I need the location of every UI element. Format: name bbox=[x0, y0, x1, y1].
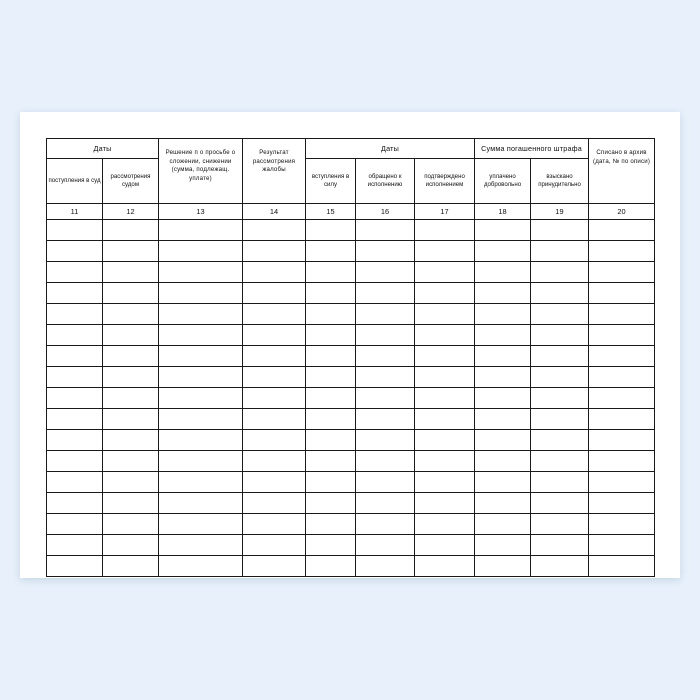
table-row[interactable] bbox=[47, 409, 655, 430]
table-cell[interactable] bbox=[47, 514, 103, 535]
table-cell[interactable] bbox=[47, 388, 103, 409]
column-number-17: 17 bbox=[415, 204, 475, 220]
table-cell[interactable] bbox=[103, 325, 159, 346]
table-cell[interactable] bbox=[415, 304, 475, 325]
table-cell[interactable] bbox=[475, 220, 531, 241]
table-cell[interactable] bbox=[103, 535, 159, 556]
table-row[interactable] bbox=[47, 388, 655, 409]
table-cell[interactable] bbox=[47, 430, 103, 451]
table-cell[interactable] bbox=[159, 325, 243, 346]
table-cell[interactable] bbox=[159, 430, 243, 451]
table-cell[interactable] bbox=[243, 514, 306, 535]
table-cell[interactable] bbox=[159, 556, 243, 577]
table-cell[interactable] bbox=[475, 304, 531, 325]
table-cell[interactable] bbox=[47, 472, 103, 493]
group-header-dates-execution: Даты bbox=[306, 139, 475, 159]
table-cell[interactable] bbox=[159, 262, 243, 283]
table-cell[interactable] bbox=[415, 388, 475, 409]
table-cell[interactable] bbox=[306, 367, 356, 388]
table-cell[interactable] bbox=[103, 262, 159, 283]
table-cell[interactable] bbox=[306, 283, 356, 304]
table-cell[interactable] bbox=[159, 346, 243, 367]
table-cell[interactable] bbox=[531, 388, 589, 409]
table-cell[interactable] bbox=[243, 367, 306, 388]
group-header-paid-sum: Сумма погашенного штрафа bbox=[475, 139, 589, 159]
table-cell[interactable] bbox=[589, 514, 655, 535]
table-cell[interactable] bbox=[356, 514, 415, 535]
table-cell[interactable] bbox=[47, 556, 103, 577]
table-head bbox=[47, 139, 655, 220]
table-row[interactable] bbox=[47, 451, 655, 472]
table-cell[interactable] bbox=[306, 556, 356, 577]
table-cell[interactable] bbox=[589, 262, 655, 283]
table-cell[interactable] bbox=[47, 262, 103, 283]
table-cell[interactable] bbox=[243, 451, 306, 472]
table-cell[interactable] bbox=[306, 262, 356, 283]
table-cell[interactable] bbox=[531, 220, 589, 241]
table-cell[interactable] bbox=[356, 241, 415, 262]
table-cell[interactable] bbox=[306, 220, 356, 241]
table-cell[interactable] bbox=[356, 409, 415, 430]
table-cell[interactable] bbox=[531, 304, 589, 325]
table-cell[interactable] bbox=[415, 514, 475, 535]
table-cell[interactable] bbox=[415, 556, 475, 577]
table-cell[interactable] bbox=[475, 325, 531, 346]
table-cell[interactable] bbox=[475, 514, 531, 535]
table-cell[interactable] bbox=[589, 388, 655, 409]
table-cell[interactable] bbox=[475, 535, 531, 556]
table-row[interactable] bbox=[47, 283, 655, 304]
table-cell[interactable] bbox=[475, 556, 531, 577]
table-cell[interactable] bbox=[415, 346, 475, 367]
column-header-15: вступления в силу bbox=[306, 159, 356, 204]
table-cell[interactable] bbox=[243, 493, 306, 514]
table-cell[interactable] bbox=[531, 409, 589, 430]
table-cell[interactable] bbox=[103, 556, 159, 577]
table-cell[interactable] bbox=[589, 346, 655, 367]
table-row[interactable] bbox=[47, 304, 655, 325]
table-cell[interactable] bbox=[159, 409, 243, 430]
table-cell[interactable] bbox=[356, 493, 415, 514]
table-cell[interactable] bbox=[475, 451, 531, 472]
table-cell[interactable] bbox=[159, 304, 243, 325]
column-header-13-label: Решение п о просьбе о сложении, снижении (сумма, подлежащ. уплате) bbox=[165, 149, 236, 182]
table-cell[interactable] bbox=[159, 535, 243, 556]
table-cell[interactable] bbox=[47, 535, 103, 556]
table-cell[interactable] bbox=[415, 493, 475, 514]
table-cell[interactable] bbox=[159, 367, 243, 388]
column-header-14 bbox=[243, 139, 306, 204]
table-cell[interactable] bbox=[415, 241, 475, 262]
table-cell[interactable] bbox=[356, 535, 415, 556]
group-header-row bbox=[47, 139, 655, 159]
table-row[interactable] bbox=[47, 493, 655, 514]
column-header-20 bbox=[589, 139, 655, 204]
table-cell[interactable] bbox=[589, 241, 655, 262]
column-number-12: 12 bbox=[103, 204, 159, 220]
table-cell[interactable] bbox=[531, 514, 589, 535]
table-cell[interactable] bbox=[159, 220, 243, 241]
table-cell[interactable] bbox=[306, 325, 356, 346]
table-cell[interactable] bbox=[243, 556, 306, 577]
table-row[interactable] bbox=[47, 535, 655, 556]
column-header-14-label: Результат рассмотрения жалобы bbox=[252, 149, 296, 174]
table-cell[interactable] bbox=[306, 472, 356, 493]
table-cell[interactable] bbox=[589, 325, 655, 346]
table-cell[interactable] bbox=[356, 283, 415, 304]
table-cell[interactable] bbox=[356, 325, 415, 346]
table-cell[interactable] bbox=[475, 493, 531, 514]
table-cell[interactable] bbox=[531, 535, 589, 556]
table-cell[interactable] bbox=[531, 430, 589, 451]
column-header-18: уплачено добровольно bbox=[475, 159, 531, 204]
table-row[interactable] bbox=[47, 262, 655, 283]
table-cell[interactable] bbox=[531, 451, 589, 472]
table-cell[interactable] bbox=[103, 514, 159, 535]
table-cell[interactable] bbox=[159, 493, 243, 514]
table-cell[interactable] bbox=[47, 283, 103, 304]
table-cell[interactable] bbox=[589, 430, 655, 451]
table-cell[interactable] bbox=[475, 388, 531, 409]
table-cell[interactable] bbox=[243, 472, 306, 493]
journal-table bbox=[46, 138, 655, 577]
table-cell[interactable] bbox=[243, 220, 306, 241]
table-cell[interactable] bbox=[47, 409, 103, 430]
table-cell[interactable] bbox=[306, 430, 356, 451]
table-cell[interactable] bbox=[243, 304, 306, 325]
column-header-row bbox=[47, 159, 655, 204]
table-cell[interactable] bbox=[103, 388, 159, 409]
table-cell[interactable] bbox=[475, 367, 531, 388]
table-cell[interactable] bbox=[356, 430, 415, 451]
table-cell[interactable] bbox=[47, 367, 103, 388]
table-cell[interactable] bbox=[306, 409, 356, 430]
column-number-20: 20 bbox=[589, 204, 655, 220]
column-number-11: 11 bbox=[47, 204, 103, 220]
table-cell[interactable] bbox=[243, 262, 306, 283]
table-cell[interactable] bbox=[589, 472, 655, 493]
table-row[interactable] bbox=[47, 220, 655, 241]
table-cell[interactable] bbox=[589, 220, 655, 241]
table-row[interactable] bbox=[47, 241, 655, 262]
table-cell[interactable] bbox=[306, 493, 356, 514]
table-cell[interactable] bbox=[475, 241, 531, 262]
table-cell[interactable] bbox=[306, 514, 356, 535]
table-cell[interactable] bbox=[306, 304, 356, 325]
table-cell[interactable] bbox=[356, 388, 415, 409]
column-number-14: 14 bbox=[243, 204, 306, 220]
table-cell[interactable] bbox=[475, 283, 531, 304]
column-number-19: 19 bbox=[531, 204, 589, 220]
table-cell[interactable] bbox=[103, 367, 159, 388]
table-cell[interactable] bbox=[475, 472, 531, 493]
table-cell[interactable] bbox=[356, 262, 415, 283]
table-row[interactable] bbox=[47, 556, 655, 577]
table-row[interactable] bbox=[47, 430, 655, 451]
table-cell[interactable] bbox=[531, 262, 589, 283]
table-cell[interactable] bbox=[47, 241, 103, 262]
table-cell[interactable] bbox=[356, 367, 415, 388]
table-cell[interactable] bbox=[243, 430, 306, 451]
table-row[interactable] bbox=[47, 325, 655, 346]
table-cell[interactable] bbox=[243, 409, 306, 430]
table-cell[interactable] bbox=[103, 409, 159, 430]
table-cell[interactable] bbox=[415, 367, 475, 388]
column-number-15: 15 bbox=[306, 204, 356, 220]
column-header-17: подтверждено исполнением bbox=[415, 159, 475, 204]
table-cell[interactable] bbox=[47, 493, 103, 514]
table-cell[interactable] bbox=[103, 241, 159, 262]
table-cell[interactable] bbox=[243, 241, 306, 262]
column-number-18: 18 bbox=[475, 204, 531, 220]
table-cell[interactable] bbox=[159, 283, 243, 304]
table-cell[interactable] bbox=[531, 472, 589, 493]
table-cell[interactable] bbox=[589, 283, 655, 304]
table-cell[interactable] bbox=[306, 241, 356, 262]
journal-table-container bbox=[46, 138, 654, 577]
table-cell[interactable] bbox=[589, 493, 655, 514]
table-cell[interactable] bbox=[356, 346, 415, 367]
table-cell[interactable] bbox=[356, 220, 415, 241]
table-cell[interactable] bbox=[589, 556, 655, 577]
document-page bbox=[20, 112, 680, 578]
table-cell[interactable] bbox=[243, 283, 306, 304]
table-row[interactable] bbox=[47, 514, 655, 535]
table-cell[interactable] bbox=[415, 430, 475, 451]
table-cell[interactable] bbox=[475, 409, 531, 430]
table-cell[interactable] bbox=[159, 472, 243, 493]
table-cell[interactable] bbox=[306, 451, 356, 472]
table-cell[interactable] bbox=[159, 388, 243, 409]
table-body bbox=[47, 220, 655, 577]
table-row[interactable] bbox=[47, 472, 655, 493]
table-cell[interactable] bbox=[415, 472, 475, 493]
table-cell[interactable] bbox=[475, 262, 531, 283]
table-cell[interactable] bbox=[475, 430, 531, 451]
group-header-dates-court: Даты bbox=[47, 139, 159, 159]
table-cell[interactable] bbox=[356, 472, 415, 493]
table-cell[interactable] bbox=[531, 241, 589, 262]
table-cell[interactable] bbox=[415, 409, 475, 430]
table-cell[interactable] bbox=[159, 241, 243, 262]
table-cell[interactable] bbox=[159, 514, 243, 535]
column-number-13: 13 bbox=[159, 204, 243, 220]
column-header-19: взыскано принудительно bbox=[531, 159, 589, 204]
column-header-20-label: Списано в архив (дата, № по описи) bbox=[592, 149, 651, 165]
table-row[interactable] bbox=[47, 367, 655, 388]
table-cell[interactable] bbox=[531, 367, 589, 388]
table-cell[interactable] bbox=[306, 388, 356, 409]
column-header-16: обращено к исполнению bbox=[356, 159, 415, 204]
table-cell[interactable] bbox=[415, 220, 475, 241]
table-cell[interactable] bbox=[306, 535, 356, 556]
table-cell[interactable] bbox=[415, 451, 475, 472]
table-cell[interactable] bbox=[531, 556, 589, 577]
table-cell[interactable] bbox=[103, 493, 159, 514]
table-cell[interactable] bbox=[47, 220, 103, 241]
table-row[interactable] bbox=[47, 346, 655, 367]
table-cell[interactable] bbox=[159, 451, 243, 472]
table-cell[interactable] bbox=[415, 535, 475, 556]
table-cell[interactable] bbox=[47, 451, 103, 472]
table-cell[interactable] bbox=[415, 325, 475, 346]
table-cell[interactable] bbox=[103, 430, 159, 451]
table-cell[interactable] bbox=[589, 535, 655, 556]
table-cell[interactable] bbox=[243, 388, 306, 409]
table-cell[interactable] bbox=[243, 535, 306, 556]
table-cell[interactable] bbox=[103, 283, 159, 304]
table-cell[interactable] bbox=[103, 451, 159, 472]
table-cell[interactable] bbox=[531, 325, 589, 346]
table-cell[interactable] bbox=[47, 304, 103, 325]
table-cell[interactable] bbox=[47, 325, 103, 346]
table-cell[interactable] bbox=[356, 451, 415, 472]
table-cell[interactable] bbox=[306, 346, 356, 367]
table-cell[interactable] bbox=[103, 220, 159, 241]
table-cell[interactable] bbox=[47, 346, 103, 367]
table-cell[interactable] bbox=[531, 283, 589, 304]
table-cell[interactable] bbox=[415, 262, 475, 283]
table-cell[interactable] bbox=[243, 325, 306, 346]
table-cell[interactable] bbox=[356, 556, 415, 577]
table-cell[interactable] bbox=[103, 304, 159, 325]
table-cell[interactable] bbox=[531, 493, 589, 514]
table-cell[interactable] bbox=[243, 346, 306, 367]
table-cell[interactable] bbox=[103, 346, 159, 367]
table-cell[interactable] bbox=[531, 346, 589, 367]
column-header-13 bbox=[159, 139, 243, 204]
table-cell[interactable] bbox=[589, 367, 655, 388]
column-number-16: 16 bbox=[356, 204, 415, 220]
column-header-11: поступления в суд bbox=[47, 159, 103, 204]
table-cell[interactable] bbox=[356, 304, 415, 325]
column-number-row bbox=[47, 204, 655, 220]
table-cell[interactable] bbox=[475, 346, 531, 367]
table-cell[interactable] bbox=[589, 409, 655, 430]
table-cell[interactable] bbox=[589, 451, 655, 472]
column-header-12: рассмотрения судом bbox=[103, 159, 159, 204]
table-cell[interactable] bbox=[589, 304, 655, 325]
table-cell[interactable] bbox=[415, 283, 475, 304]
table-cell[interactable] bbox=[103, 472, 159, 493]
